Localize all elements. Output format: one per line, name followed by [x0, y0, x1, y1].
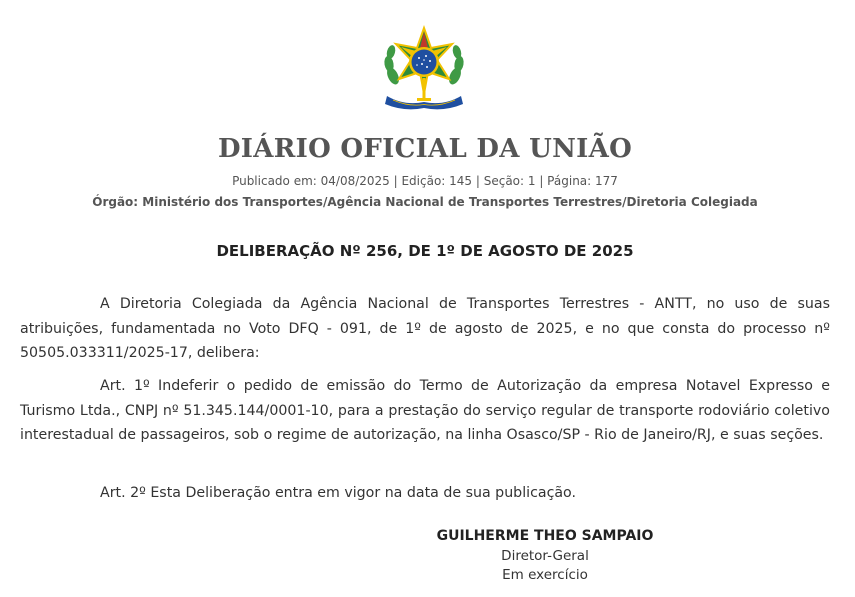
paragraph-article-1: Art. 1º Indeferir o pedido de emissão do Termo de Autorização da empresa Notavel Expresso e Turismo Ltda., CNPJ nº 51.345.144/0001-10, para a prestação do serviço regular de transporte rodoviário coletivo interestadual de passageiros, sob o regime de autorização, na linha Osasco/SP - Rio de Janeiro/RJ, e suas seções. [20, 378, 830, 443]
signatory-role: Diretor-Geral [501, 548, 589, 564]
document-title: DELIBERAÇÃO Nº 256, DE 1º DE AGOSTO DE 2025 [216, 242, 634, 260]
brasao-da-republica-icon [379, 24, 469, 114]
paragraph-preamble: A Diretoria Colegiada da Agência Nacional de Transportes Terrestres - ANTT, no uso de suas atribuições, fundamentada no Voto DFQ - 091, de 1º de agosto de 2025, e no que consta do processo nº 50505.033311/2025-17, delibera: [20, 296, 830, 361]
publication-info: Publicado em: 04/08/2025 | Edição: 145 | Seção: 1 | Página: 177 [232, 174, 618, 188]
masthead-title: DIÁRIO OFICIAL DA UNIÃO [217, 134, 633, 164]
signatory-status: Em exercício [502, 567, 588, 583]
paragraph-article-2: Art. 2º Esta Deliberação entra em vigor na data de sua publicação. [100, 485, 577, 501]
signatory-name: GUILHERME THEO SAMPAIO [436, 528, 654, 544]
orgao-line: Órgão: Ministério dos Transportes/Agência Nacional de Transportes Terrestres/Diretoria Colegiada [92, 195, 758, 209]
